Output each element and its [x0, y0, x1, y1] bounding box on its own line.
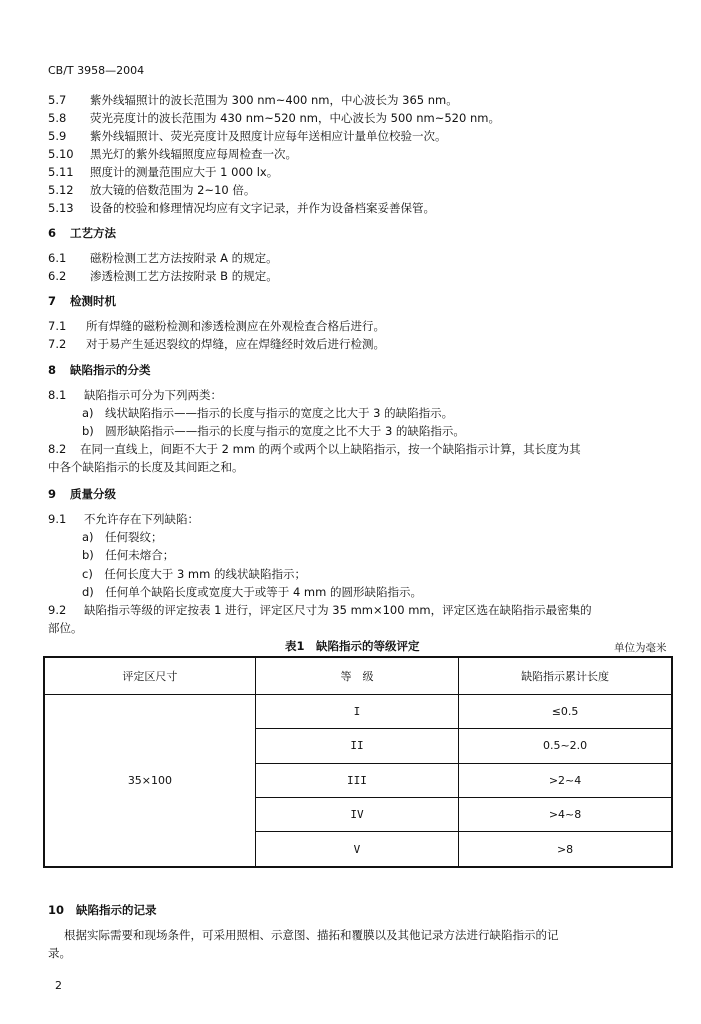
section-9-heading: 9 质量分级 — [48, 487, 116, 501]
length-cell: >2~4 — [459, 763, 672, 797]
paragraph: 8.1 缺陷指示可分为下列两类： — [48, 388, 222, 402]
length-cell: >8 — [459, 832, 672, 868]
table-unit: 单位为毫米 — [614, 642, 667, 654]
standard-number: CB/T 3958—2004 — [48, 64, 145, 77]
list-item: 5.13 设备的校验和修理情况均应有文字记录，并作为设备档案妥善保管。 — [48, 201, 435, 215]
area-size-cell: 35×100 — [44, 695, 255, 868]
list-item: 6.1 磁粉检测工艺方法按附录 A 的规定。 — [48, 251, 278, 265]
grade-cell: II — [255, 729, 458, 763]
length-cell: >4~8 — [459, 797, 672, 831]
list-item: a) 线状缺陷指示——指示的长度与指示的宽度之比大于 3 的缺陷指示。 — [82, 406, 454, 420]
paragraph-continuation: 部位。 — [48, 621, 83, 635]
section-7-heading: 7 检测时机 — [48, 294, 116, 308]
paragraph-continuation: 中各个缺陷指示的长度及其间距之和。 — [48, 460, 244, 474]
section-10-heading: 10 缺陷指示的记录 — [48, 903, 157, 917]
list-item: 5.10 黑光灯的紫外线辐照度应每周检查一次。 — [48, 147, 297, 161]
list-item: c) 任何长度大于 3 mm 的线状缺陷指示； — [82, 567, 306, 581]
list-item: 7.2 对于易产生延迟裂纹的焊缝，应在焊缝经时效后进行检测。 — [48, 337, 385, 351]
list-item: 7.1 所有焊缝的磁粉检测和渗透检测应在外观检查合格后进行。 — [48, 319, 385, 333]
grade-cell: IV — [255, 797, 458, 831]
paragraph-continuation: 录。 — [48, 946, 71, 960]
list-item: 5.8 荧光亮度计的波长范围为 430 nm~520 nm，中心波长为 500 nm~520 nm。 — [48, 111, 500, 125]
list-item: 5.12 放大镜的倍数范围为 2~10 倍。 — [48, 183, 256, 197]
table-header-cell: 缺陷指示累计长度 — [459, 657, 672, 695]
table-header-row — [44, 657, 672, 695]
list-item: 5.11 照度计的测量范围应大于 1 000 lx。 — [48, 165, 279, 179]
length-cell: 0.5~2.0 — [459, 729, 672, 763]
grade-cell: I — [255, 695, 458, 729]
list-item: b) 圆形缺陷指示——指示的长度与指示的宽度之比不大于 3 的缺陷指示。 — [82, 424, 465, 438]
length-cell: ≤0.5 — [459, 695, 672, 729]
grade-cell: III — [255, 763, 458, 797]
paragraph: 根据实际需要和现场条件，可采用照相、示意图、描拓和覆膜以及其他记录方法进行缺陷指示的记 — [64, 928, 559, 942]
grade-cell: V — [255, 832, 458, 868]
paragraph: 8.2 在同一直线上，间距不大于 2 mm 的两个或两个以上缺陷指示，按一个缺陷指示计算，其长度为其 — [48, 442, 581, 456]
section-8-heading: 8 缺陷指示的分类 — [48, 363, 151, 377]
table-header-cell: 评定区尺寸 — [44, 657, 255, 695]
paragraph: 9.2 缺陷指示等级的评定按表 1 进行，评定区尺寸为 35 mm×100 mm，评定区选在缺陷指示最密集的 — [48, 603, 592, 617]
list-item: 6.2 渗透检测工艺方法按附录 B 的规定。 — [48, 269, 278, 283]
table-row — [44, 695, 672, 729]
list-item: 5.9 紫外线辐照计、荧光亮度计及照度计应每年送相应计量单位校验一次。 — [48, 129, 447, 143]
table-header-cell: 等 级 — [255, 657, 458, 695]
page-number: 2 — [55, 979, 62, 992]
list-item: b) 任何未熔合； — [82, 548, 175, 562]
section-6-heading: 6 工艺方法 — [48, 226, 116, 240]
list-item: d) 任何单个缺陷长度或宽度大于或等于 4 mm 的圆形缺陷指示。 — [82, 585, 422, 599]
list-item: 5.7 紫外线辐照计的波长范围为 300 nm~400 nm，中心波长为 365 nm。 — [48, 93, 458, 107]
table-title: 表1 缺陷指示的等级评定 — [285, 639, 420, 653]
paragraph: 9.1 不允许存在下列缺陷： — [48, 512, 199, 526]
grade-table — [43, 656, 673, 868]
list-item: a) 任何裂纹； — [82, 530, 163, 544]
